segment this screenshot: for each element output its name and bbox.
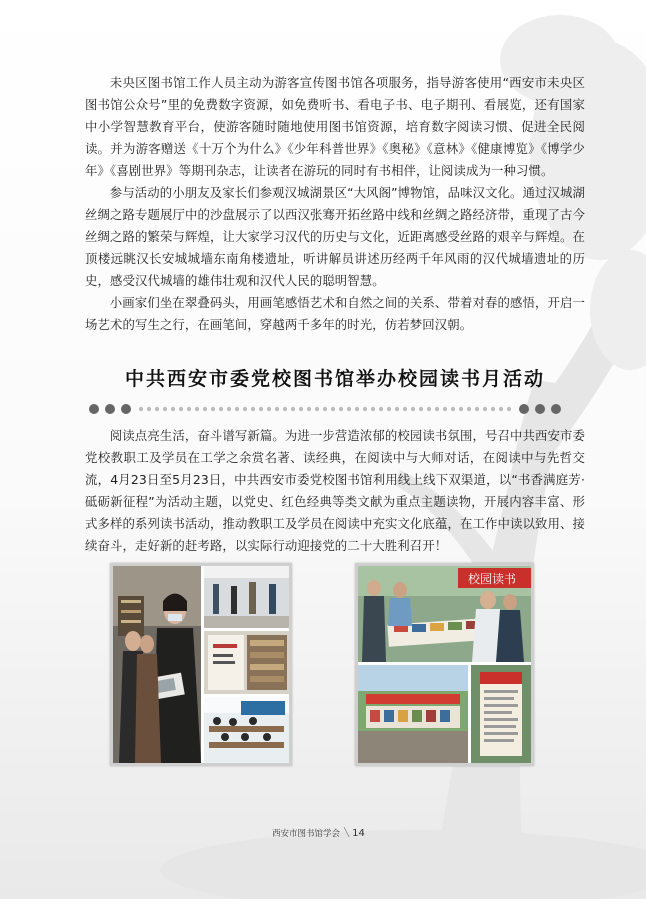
photo-poster-board	[471, 665, 531, 763]
divider-dot-large	[105, 404, 115, 414]
divider-dot-small	[387, 407, 391, 411]
divider-dot-small	[299, 407, 303, 411]
collage-left-photos	[113, 566, 289, 763]
footer-separator-icon: ╲	[344, 828, 350, 838]
book-fair-banner-text: 校园读书	[468, 572, 517, 586]
divider-dot-small	[155, 407, 159, 411]
divider-dot-small	[139, 407, 143, 411]
collage-right-photos	[358, 566, 531, 763]
page-footer	[272, 826, 365, 840]
divider-dot-small	[491, 407, 495, 411]
photo-book-fair	[358, 566, 531, 662]
divider-dot-small	[203, 407, 207, 411]
divider-dot-small	[187, 407, 191, 411]
divider-dot-small	[427, 407, 431, 411]
divider-dot-large	[121, 404, 131, 414]
divider-dot-small	[459, 407, 463, 411]
divider-dot-small	[211, 407, 215, 411]
divider-dot-small	[499, 407, 503, 411]
divider-dot-small	[227, 407, 231, 411]
photo-corridor	[204, 566, 289, 628]
section-title: 中共西安市委党校图书馆举办校园读书月活动	[124, 368, 545, 390]
page-number: 14	[352, 827, 365, 839]
divider-dot-small	[291, 407, 295, 411]
paragraph-1: 未央区图书馆工作人员主动为游客宣传图书馆各项服务，指导游客使用“西安市未央区图书馆公众号”里的免费数字资源，如免费听书、看电子书、电子期刊、看展览，还有国家中小学智慧教育平台，使游客随时随地使用图书馆资源，培育数字阅读习惯、促进全民阅读。并为游客赠送《十万个为什么》《少年科普世界》《奥秘》《意林》《健康博览》《博学少年》《喜剧世界》等期刊杂志，让读者在游玩的同时有书相伴，让阅读成为一种习惯。	[85, 75, 585, 178]
paragraph-2: 参与活动的小朋友及家长们参观汉城湖景区“大风阁”博物馆，品味汉文化。通过汉城湖丝绸之路专题展厅中的沙盘展示了以西汉张骞开拓丝路中线和丝绸之路经济带，重现了古今丝绸之路的繁荣与辉煌，让大家学习汉代的历史与文化，近距离感受丝路的艰辛与辉煌。在顶楼远眺汉长安城城墙东南角楼遗址，听讲解员讲述历经两千年风雨的汉代城墙遗址的历史，感受汉代城墙的雄伟壮观和汉代人民的聪明智慧。	[85, 185, 585, 288]
divider-dot-small	[147, 407, 151, 411]
divider-dot-small	[403, 407, 407, 411]
article-body	[85, 72, 585, 336]
divider-dot-small	[435, 407, 439, 411]
divider-dot-large	[551, 404, 561, 414]
divider-dot-small	[219, 407, 223, 411]
divider-dot-small	[355, 407, 359, 411]
divider-dot-small	[259, 407, 263, 411]
divider-dot-small	[163, 407, 167, 411]
divider-dot-small	[419, 407, 423, 411]
divider-dot-small	[467, 407, 471, 411]
photo-collage-left	[110, 563, 292, 766]
divider-dot-small	[411, 407, 415, 411]
footer-publication: 西安市图书馆学会	[272, 829, 341, 839]
divider-dot-small	[395, 407, 399, 411]
divider-dot-small	[235, 407, 239, 411]
photo-reading-display	[204, 631, 289, 694]
divider-dot-small	[347, 407, 351, 411]
photo-outdoor-stalls	[358, 665, 468, 763]
divider-dot-small	[307, 407, 311, 411]
photo-collage-right	[355, 563, 534, 766]
divider-dot-small	[283, 407, 287, 411]
divider-dot-small	[267, 407, 271, 411]
divider-dot-small	[331, 407, 335, 411]
divider-dot-small	[371, 407, 375, 411]
divider-dot-small	[379, 407, 383, 411]
divider-dot-small	[451, 407, 455, 411]
divider-dot-small	[179, 407, 183, 411]
divider-dot-small	[363, 407, 367, 411]
divider-dot-small	[483, 407, 487, 411]
dotted-divider	[85, 402, 565, 416]
divider-dot-small	[195, 407, 199, 411]
divider-dot-small	[507, 407, 511, 411]
section-body	[85, 425, 585, 557]
divider-dot-small	[275, 407, 279, 411]
divider-dot-small	[443, 407, 447, 411]
divider-dot-small	[339, 407, 343, 411]
divider-dot-large	[89, 404, 99, 414]
section-paragraph: 阅读点亮生活，奋斗谱写新篇。为进一步营造浓郁的校园读书氛围，号召中共西安市委党校教职工及学员在工学之余赏名著、读经典，在阅读中与大师对话，在阅读中与先哲交流，4月23日至5月23日，中共西安市委党校图书馆利用线上线下双渠道，以“书香满庭芳·砥砺新征程”为活动主题，以党史、红色经典等类文献为重点主题读物，开展内容丰富、形式多样的系列读书活动，推动教职工及学员在阅读中充实文化底蕴，在工作中读以致用、接续奋斗，走好新的赶考路，以实际行动迎接党的二十大胜利召开！	[85, 428, 585, 553]
photo-librarian-reading	[113, 566, 201, 763]
divider-dot-small	[315, 407, 319, 411]
divider-dot-small	[171, 407, 175, 411]
paragraph-3: 小画家们坐在翠叠码头，用画笔感悟艺术和自然之间的关系、带着对春的感悟，开启一场艺术的写生之行，在画笔间，穿越两千多年的时光，仿若梦回汉朝。	[85, 295, 585, 332]
divider-dot-large	[535, 404, 545, 414]
divider-dot-small	[475, 407, 479, 411]
divider-dot-large	[519, 404, 529, 414]
divider-dot-small	[251, 407, 255, 411]
divider-dot-small	[243, 407, 247, 411]
photo-classroom	[204, 697, 289, 763]
divider-dot-small	[323, 407, 327, 411]
